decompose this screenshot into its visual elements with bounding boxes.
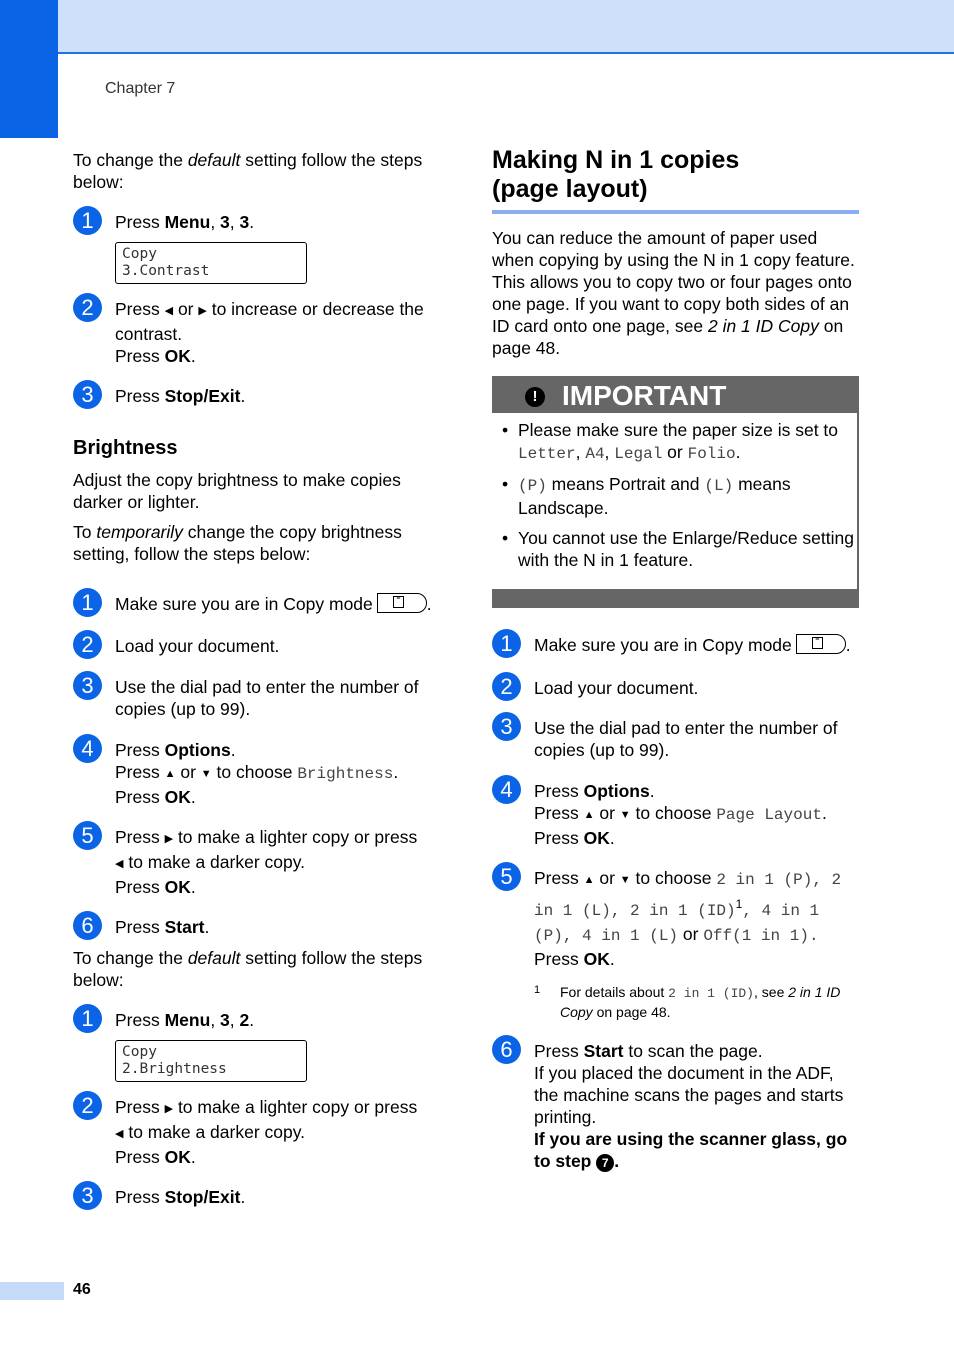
important-title: IMPORTANT xyxy=(562,380,727,411)
copy-mode-key-icon: ≡ xyxy=(796,634,846,654)
chapter-label: Chapter 7 xyxy=(105,80,176,97)
step-number: 5 xyxy=(73,821,102,850)
nin1-step-4: 4 Press Options. Press ▲ or ▼ to choose Page Layout. Press OK. xyxy=(492,780,859,849)
right-arrow-icon: ▶ xyxy=(164,1103,174,1116)
nin1-step-5: 5 Press ▲ or ▼ to choose 2 in 1 (P), 2 in 1 (L), 2 in 1 (ID)$^1$, 4 in 1 (P), 4 in 1 (L) or Off(1 in 1). Press OK. xyxy=(492,867,859,971)
up-arrow-icon: ▲ xyxy=(583,809,595,822)
nin1-step-3: 3 Use the dial pad to enter the number of copies (up to 99). xyxy=(492,717,859,761)
step-number: 2 xyxy=(73,630,102,659)
step-number: 3 xyxy=(73,671,102,700)
lcd-display: Copy 3.Contrast xyxy=(115,242,307,284)
brightness-paragraph-2: To temporarily change the copy brightness setting, follow the steps below: xyxy=(73,522,402,564)
page-number-bar xyxy=(0,1282,64,1300)
step-number: 5 xyxy=(492,862,521,891)
default-step-1: 1 Press Menu, 3, 2. xyxy=(73,1009,445,1031)
brightness-heading: Brightness xyxy=(73,437,178,459)
brightness-step-6: 6 Press Start. xyxy=(73,916,445,938)
step-number: 2 xyxy=(73,293,102,322)
section-title: Making N in 1 copies (page layout) xyxy=(492,146,740,203)
header-band xyxy=(0,0,954,54)
lcd-display: Copy 2.Brightness xyxy=(115,1040,307,1082)
default-step-3: 3 Press Stop/Exit. xyxy=(73,1186,445,1208)
step-number: 3 xyxy=(492,712,521,741)
footnote: 1 For details about 2 in 1 (ID), see 2 in 1 ID Copy on page 48. xyxy=(534,984,841,1021)
down-arrow-icon: ▼ xyxy=(619,874,631,887)
chapter-tab xyxy=(0,0,58,138)
important-bullet: • You cannot use the Enlarge/Reduce setting with the N in 1 feature. xyxy=(492,527,857,571)
intro-default-a: To change the default setting follow the steps below: xyxy=(73,150,423,192)
page-number: 46 xyxy=(73,1281,91,1298)
brightness-step-2: 2 Load your document. xyxy=(73,635,445,657)
step-number: 2 xyxy=(73,1091,102,1120)
intro-default-b: To change the default setting follow the steps below: xyxy=(73,948,423,991)
important-header xyxy=(492,376,859,413)
step-number: 1 xyxy=(73,206,102,235)
brightness-step-3: 3 Use the dial pad to enter the number of copies (up to 99). xyxy=(73,676,445,720)
brightness-step-4: 4 Press Options. Press ▲ or ▼ to choose Brightness. Press OK. xyxy=(73,739,445,808)
step-number: 3 xyxy=(73,1181,102,1210)
important-footer xyxy=(492,589,859,608)
down-arrow-icon: ▼ xyxy=(619,809,631,822)
section-intro: You can reduce the amount of paper used when copying by using the N in 1 copy feature. This allows you to copy two or four pages onto one page. If you want to copy both sides of an ID card onto one page, see 2 in 1 ID Copy on page 48. xyxy=(492,228,855,358)
title-rule xyxy=(492,210,859,214)
up-arrow-icon: ▲ xyxy=(583,874,595,887)
copy-mode-key-icon: ≡ xyxy=(377,593,427,613)
step-number: 3 xyxy=(73,380,102,409)
left-column xyxy=(73,149,445,1208)
default-step-2: 2 Press ▶ to make a lighter copy or press ◀ to make a darker copy. Press OK. xyxy=(73,1096,445,1168)
step-reference-icon: 7 xyxy=(596,1154,614,1172)
step-number: 6 xyxy=(73,911,102,940)
step-number: 1 xyxy=(73,1004,102,1033)
brightness-paragraph-1: Adjust the copy brightness to make copies darker or lighter. xyxy=(73,470,401,512)
contrast-step-3: 3 Press Stop/Exit. xyxy=(73,385,445,407)
exclamation-icon: ! xyxy=(525,387,545,407)
brightness-step-5: 5 Press ▶ to make a lighter copy or press ◀ to make a darker copy. Press OK. xyxy=(73,826,445,898)
step-number: 2 xyxy=(492,672,521,701)
contrast-step-1: 1 Press Menu, 3, 3. xyxy=(73,211,445,233)
left-arrow-icon: ◀ xyxy=(164,305,174,317)
important-box xyxy=(492,376,859,608)
step-number: 6 xyxy=(492,1035,521,1064)
nin1-step-1: 1 Make sure you are in Copy mode ≡ . xyxy=(492,634,859,656)
step-number: 4 xyxy=(492,775,521,804)
up-arrow-icon: ▲ xyxy=(164,768,176,781)
nin1-step-2: 2 Load your document. xyxy=(492,677,859,699)
contrast-step-2: 2 Press ◀ or ▶ to increase or decrease the contrast. Press OK. xyxy=(73,298,445,367)
right-column xyxy=(492,146,859,1172)
nin1-step-6: 6 Press Start to scan the page. If you placed the document in the ADF, the machine scans the pages and starts printing. If you are using the scanner glass, go to step 7 . xyxy=(492,1040,859,1172)
step-number: 1 xyxy=(492,629,521,658)
step-number: 4 xyxy=(73,734,102,763)
right-arrow-icon: ▶ xyxy=(164,833,174,846)
step-number: 1 xyxy=(73,588,102,617)
left-arrow-icon: ◀ xyxy=(115,858,124,871)
important-body xyxy=(492,413,859,589)
brightness-step-1: 1 Make sure you are in Copy mode ≡ . xyxy=(73,593,445,615)
important-bullet: • (P) means Portrait and (L) means Landscape. xyxy=(492,473,857,519)
important-bullet: • Please make sure the paper size is set to Letter, A4, Legal or Folio. xyxy=(492,419,857,465)
down-arrow-icon: ▼ xyxy=(200,768,212,781)
left-arrow-icon: ◀ xyxy=(115,1128,124,1141)
right-arrow-icon: ▶ xyxy=(198,305,207,317)
